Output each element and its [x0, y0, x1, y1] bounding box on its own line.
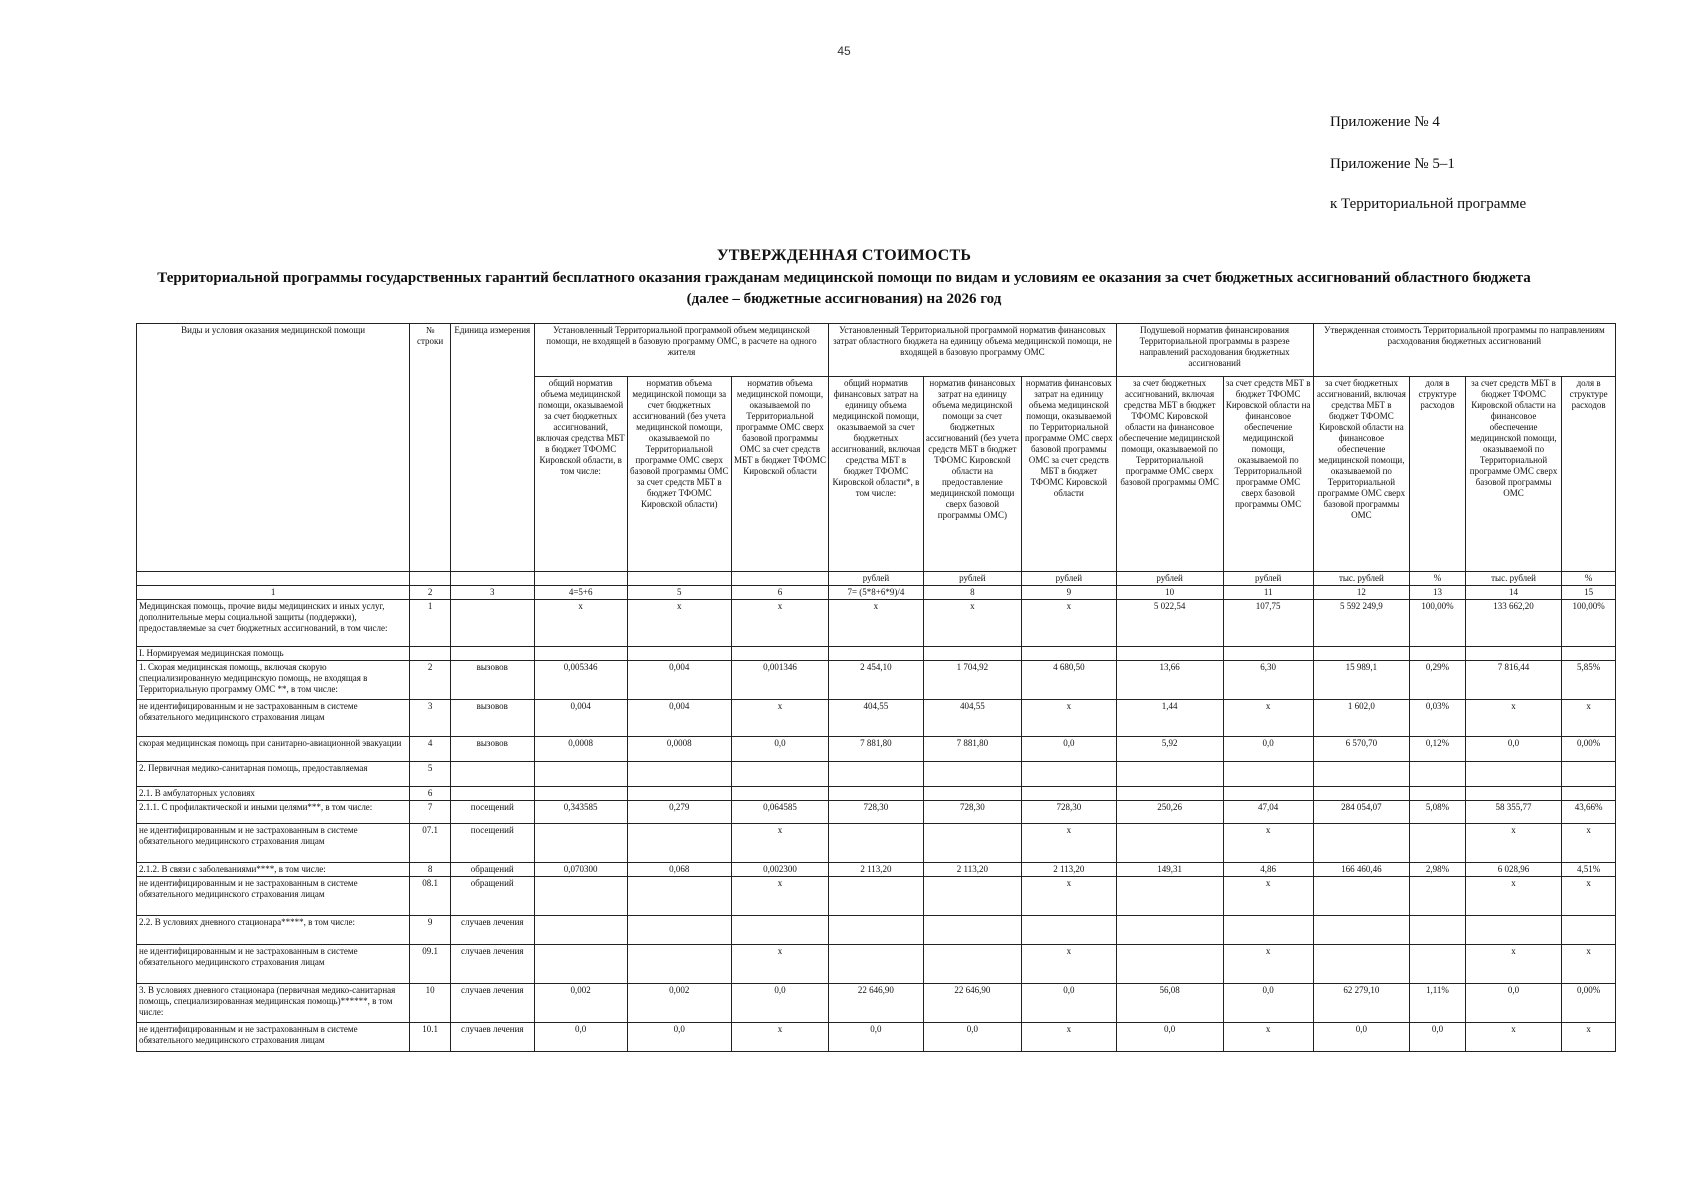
table-row: [137, 700, 1616, 737]
table-row-cell-11: 4,86: [1223, 863, 1313, 877]
table-row-cell-7: 404,55: [829, 700, 923, 737]
table-row-cell-12: [1313, 647, 1409, 661]
table-row-cell-15: x: [1562, 945, 1616, 984]
table-row-cell-10: [1116, 916, 1223, 945]
table-row-cell-2: 07.1: [410, 824, 451, 863]
table-row-cell-8: 404,55: [923, 700, 1022, 737]
number-row-cell-7: 7= (5*8+6*9)/4: [829, 586, 923, 600]
table-row-cell-11: x: [1223, 945, 1313, 984]
table-row-cell-3: посещений: [450, 824, 534, 863]
table-row-cell-13: [1410, 762, 1466, 787]
table-row-cell-6: 0,064585: [731, 801, 829, 824]
table-row-cell-14: 133 662,20: [1465, 600, 1561, 647]
table-row-cell-15: x: [1562, 700, 1616, 737]
table-row-cell-10: [1116, 945, 1223, 984]
table-row-cell-6: 0,0: [731, 737, 829, 762]
table-row-cell-13: [1410, 916, 1466, 945]
units-row-cell-5: [627, 572, 731, 586]
table-row-cell-1: Медицинская помощь, прочие виды медицинских и иных услуг, дополнительные меры социальной защиты (поддержки), предоставляемые за счет бюджетных ассигнований, в том числе:: [137, 600, 410, 647]
table-row-cell-3: случаев лечения: [450, 916, 534, 945]
table-row-cell-7: [829, 647, 923, 661]
table-row-cell-12: [1313, 877, 1409, 916]
table-row-cell-2: 8: [410, 863, 451, 877]
table-row-cell-7: 2 454,10: [829, 661, 923, 700]
table-row-cell-5: 0,0008: [627, 737, 731, 762]
number-row-cell-13: 13: [1410, 586, 1466, 600]
table-row-cell-7: 0,0: [829, 1023, 923, 1052]
units-row-cell-7: рублей: [829, 572, 923, 586]
table-row-cell-11: 0,0: [1223, 984, 1313, 1023]
header-col-6: норматив объема медицинской помощи, оказываемой по Территориальной программе ОМС сверх базовой программы ОМС за счет средств МБТ в бюджет ТФОМС Кировской области: [731, 377, 829, 572]
table-row-cell-9: x: [1022, 877, 1116, 916]
table-row-cell-13: 0,29%: [1410, 661, 1466, 700]
table-row-cell-9: x: [1022, 700, 1116, 737]
table-row-cell-15: 0,00%: [1562, 737, 1616, 762]
table-row-cell-5: x: [627, 600, 731, 647]
units-row-cell-11: рублей: [1223, 572, 1313, 586]
table-row-cell-2: 10: [410, 984, 451, 1023]
table-row-cell-6: x: [731, 945, 829, 984]
units-row-cell-6: [731, 572, 829, 586]
table-row: [137, 647, 1616, 661]
table-row-cell-9: 0,0: [1022, 737, 1116, 762]
appendix-line-2: Приложение № 5–1: [1330, 156, 1455, 172]
table-row-cell-13: [1410, 647, 1466, 661]
units-row-cell-8: рублей: [923, 572, 1022, 586]
number-row: [137, 586, 1616, 600]
table-row-cell-6: 0,0: [731, 984, 829, 1023]
table-row-cell-15: [1562, 762, 1616, 787]
document-subtitle: Территориальной программы государственных гарантий бесплатного оказания гражданам медицинской помощи по видам и условиям ее оказания за счет бюджетных ассигнований областного бюджета (далее – бюджетные ассигнования) на 2026 год: [157, 270, 1531, 307]
table-row-cell-15: x: [1562, 824, 1616, 863]
table-row-cell-5: [627, 762, 731, 787]
table-row-cell-9: 0,0: [1022, 984, 1116, 1023]
table-row: [137, 863, 1616, 877]
units-row-cell-3: [450, 572, 534, 586]
table-row-cell-7: [829, 762, 923, 787]
table-row-cell-14: x: [1465, 945, 1561, 984]
units-row-cell-12: тыс. рублей: [1313, 572, 1409, 586]
table-row-cell-3: [450, 787, 534, 801]
table-row-cell-15: 5,85%: [1562, 661, 1616, 700]
number-row-cell-10: 10: [1116, 586, 1223, 600]
table-row: [137, 945, 1616, 984]
table-row-cell-7: 7 881,80: [829, 737, 923, 762]
table-row-cell-4: 0,002: [534, 984, 627, 1023]
table-row-cell-3: случаев лечения: [450, 1023, 534, 1052]
table-row-cell-1: 3. В условиях дневного стационара (первичная медико-санитарная помощь, специализированная медицинская помощь)******, в том числе:: [137, 984, 410, 1023]
table-row: [137, 787, 1616, 801]
header-row-groups: [137, 324, 1616, 377]
table-row-cell-2: 6: [410, 787, 451, 801]
units-row-cell-15: %: [1562, 572, 1616, 586]
table-row-cell-2: 9: [410, 916, 451, 945]
units-row-cell-10: рублей: [1116, 572, 1223, 586]
table-row-cell-8: [923, 945, 1022, 984]
table-row-cell-8: 0,0: [923, 1023, 1022, 1052]
table-row-cell-7: [829, 945, 923, 984]
table-row-cell-6: [731, 787, 829, 801]
table-row-cell-13: [1410, 877, 1466, 916]
table-row-cell-8: x: [923, 600, 1022, 647]
table-row-cell-11: 47,04: [1223, 801, 1313, 824]
table-row-cell-6: x: [731, 700, 829, 737]
number-row-cell-12: 12: [1313, 586, 1409, 600]
table-row-cell-12: 15 989,1: [1313, 661, 1409, 700]
number-row-cell-9: 9: [1022, 586, 1116, 600]
table-row-cell-6: x: [731, 600, 829, 647]
table-row-cell-3: обращений: [450, 877, 534, 916]
table-row-cell-10: 250,26: [1116, 801, 1223, 824]
table-row-cell-1: 2.2. В условиях дневного стационара*****, в том числе:: [137, 916, 410, 945]
table-row-cell-15: 100,00%: [1562, 600, 1616, 647]
table-row-cell-12: 62 279,10: [1313, 984, 1409, 1023]
appendix-line-3: к Территориальной программе: [1330, 196, 1527, 212]
table-row-cell-13: 5,08%: [1410, 801, 1466, 824]
table-row: [137, 877, 1616, 916]
table-row-cell-10: 5,92: [1116, 737, 1223, 762]
table-row-cell-5: 0,004: [627, 661, 731, 700]
table-row-cell-15: [1562, 787, 1616, 801]
header-kind: Виды и условия оказания медицинской помощи: [137, 324, 410, 572]
table-row-cell-8: [923, 824, 1022, 863]
table-row-cell-8: 728,30: [923, 801, 1022, 824]
units-row-cell-9: рублей: [1022, 572, 1116, 586]
table-row: [137, 1023, 1616, 1052]
table-row-cell-7: x: [829, 600, 923, 647]
table-row-cell-4: 0,0008: [534, 737, 627, 762]
table-row-cell-5: 0,0: [627, 1023, 731, 1052]
header-col-13: доля в структуре расходов: [1410, 377, 1466, 572]
table-row-cell-5: [627, 787, 731, 801]
table-row-cell-13: 0,12%: [1410, 737, 1466, 762]
table-row: [137, 661, 1616, 700]
appendix-line-1: Приложение № 4: [1330, 114, 1440, 130]
table-row-cell-1: не идентифицированным и не застрахованным в системе обязательного медицинского страхования лицам: [137, 824, 410, 863]
table-row-cell-4: 0,005346: [534, 661, 627, 700]
table-row-cell-5: [627, 916, 731, 945]
table-row-cell-8: [923, 877, 1022, 916]
table-row-cell-4: [534, 877, 627, 916]
table-row-cell-6: 0,002300: [731, 863, 829, 877]
table-row-cell-15: [1562, 916, 1616, 945]
table-row-cell-3: случаев лечения: [450, 945, 534, 984]
table-row-cell-4: 0,070300: [534, 863, 627, 877]
table-row-cell-6: [731, 762, 829, 787]
number-row-cell-15: 15: [1562, 586, 1616, 600]
number-row-cell-5: 5: [627, 586, 731, 600]
table-row-cell-3: обращений: [450, 863, 534, 877]
table-row-cell-10: 5 022,54: [1116, 600, 1223, 647]
table-row-cell-14: [1465, 916, 1561, 945]
number-row-cell-6: 6: [731, 586, 829, 600]
table-row-cell-15: 4,51%: [1562, 863, 1616, 877]
table-row-cell-9: [1022, 647, 1116, 661]
table-row-cell-1: не идентифицированным и не застрахованным в системе обязательного медицинского страхования лицам: [137, 1023, 410, 1052]
table-row-cell-14: 0,0: [1465, 984, 1561, 1023]
table-row-cell-12: 0,0: [1313, 1023, 1409, 1052]
table-row-cell-9: x: [1022, 824, 1116, 863]
table-row-cell-12: [1313, 762, 1409, 787]
table-row-cell-7: [829, 787, 923, 801]
table-row-cell-9: x: [1022, 945, 1116, 984]
header-col-12: за счет бюджетных ассигнований, включая средства МБТ в бюджет ТФОМС Кировской области на финансовое обеспечение медицинской помощи, оказываемой по Территориальной программе ОМС сверх базовой программы ОМС: [1313, 377, 1409, 572]
units-row-cell-4: [534, 572, 627, 586]
number-row-cell-8: 8: [923, 586, 1022, 600]
table-row-cell-12: 284 054,07: [1313, 801, 1409, 824]
table-row-cell-14: 0,0: [1465, 737, 1561, 762]
table-row-cell-2: 5: [410, 762, 451, 787]
table-row-cell-11: [1223, 647, 1313, 661]
units-row-cell-1: [137, 572, 410, 586]
table-row-cell-8: [923, 762, 1022, 787]
table-row-cell-14: x: [1465, 700, 1561, 737]
page-number: 45: [837, 44, 851, 58]
table-row-cell-7: 22 646,90: [829, 984, 923, 1023]
table-row-cell-10: [1116, 647, 1223, 661]
table-row-cell-15: [1562, 647, 1616, 661]
number-row-cell-11: 11: [1223, 586, 1313, 600]
table-row-cell-8: 1 704,92: [923, 661, 1022, 700]
units-row-cell-13: %: [1410, 572, 1466, 586]
table-row-cell-2: 2: [410, 661, 451, 700]
table-row-cell-4: [534, 647, 627, 661]
table-row-cell-3: [450, 647, 534, 661]
table-row-cell-2: 7: [410, 801, 451, 824]
table-row-cell-7: [829, 824, 923, 863]
table-row-cell-13: [1410, 945, 1466, 984]
table-row-cell-12: [1313, 916, 1409, 945]
table-row-cell-5: 0,068: [627, 863, 731, 877]
table-row-cell-1: 2.1. В амбулаторных условиях: [137, 787, 410, 801]
table-row-cell-2: 08.1: [410, 877, 451, 916]
table-row-cell-12: [1313, 945, 1409, 984]
table-row-cell-2: 1: [410, 600, 451, 647]
table-row-cell-14: [1465, 647, 1561, 661]
table-row-cell-3: посещений: [450, 801, 534, 824]
table-row-cell-6: [731, 647, 829, 661]
table-row-cell-5: [627, 877, 731, 916]
table-row-cell-14: [1465, 762, 1561, 787]
header-col-14: за счет средств МБТ в бюджет ТФОМС Кировской области на финансовое обеспечение медицинской помощи, оказываемой по Территориальной программе ОМС сверх базовой программы ОМС: [1465, 377, 1561, 572]
table-row: [137, 824, 1616, 863]
table-row-cell-11: [1223, 787, 1313, 801]
table-row-cell-8: [923, 647, 1022, 661]
table-row-cell-4: x: [534, 600, 627, 647]
table-row-cell-4: 0,343585: [534, 801, 627, 824]
table-row-cell-10: 56,08: [1116, 984, 1223, 1023]
table-row-cell-8: 7 881,80: [923, 737, 1022, 762]
table-row-cell-2: 09.1: [410, 945, 451, 984]
table-row-cell-1: I. Нормируемая медицинская помощь: [137, 647, 410, 661]
number-row-cell-4: 4=5+6: [534, 586, 627, 600]
table-row-cell-8: [923, 787, 1022, 801]
header-col-10: за счет бюджетных ассигнований, включая средства МБТ в бюджет ТФОМС Кировской области на финансовое обеспечение медицинской помощи, оказываемой по Территориальной программе ОМС сверх базовой программы ОМС: [1116, 377, 1223, 572]
header-col-7: общий норматив финансовых затрат на единицу объема медицинской помощи, оказываемой за счет бюджетных ассигнований, включая средства МБТ в бюджет ТФОМС Кировской области*, в том числе:: [829, 377, 923, 572]
table-row-cell-12: 166 460,46: [1313, 863, 1409, 877]
number-row-cell-3: 3: [450, 586, 534, 600]
table-row-cell-10: 0,0: [1116, 1023, 1223, 1052]
table-row-cell-10: [1116, 787, 1223, 801]
table-row-cell-15: 43,66%: [1562, 801, 1616, 824]
number-row-cell-2: 2: [410, 586, 451, 600]
table-row-cell-5: [627, 945, 731, 984]
table-row: [137, 984, 1616, 1023]
table-row-cell-10: 1,44: [1116, 700, 1223, 737]
header-col-11: за счет средств МБТ в бюджет ТФОМС Кировской области на финансовое обеспечение медицинской помощи, оказываемой по Территориальной программе ОМС сверх базовой программы ОМС: [1223, 377, 1313, 572]
table-row-cell-3: случаев лечения: [450, 984, 534, 1023]
table-row-cell-11: 0,0: [1223, 737, 1313, 762]
table-row-cell-9: 728,30: [1022, 801, 1116, 824]
table-row-cell-13: 0,03%: [1410, 700, 1466, 737]
table-row-cell-8: 22 646,90: [923, 984, 1022, 1023]
table-row-cell-14: x: [1465, 877, 1561, 916]
table-row-cell-5: 0,002: [627, 984, 731, 1023]
header-col-4: общий норматив объема медицинской помощи, оказываемой за счет бюджетных ассигнований, включая средства МБТ в бюджет ТФОМС Кировской области, в том числе:: [534, 377, 627, 572]
table-row: [137, 737, 1616, 762]
table-row-cell-13: [1410, 787, 1466, 801]
table-row-cell-11: [1223, 762, 1313, 787]
units-row-cell-2: [410, 572, 451, 586]
table-row-cell-11: [1223, 916, 1313, 945]
table-row-cell-5: 0,279: [627, 801, 731, 824]
number-row-cell-14: 14: [1465, 586, 1561, 600]
table-row-cell-10: 149,31: [1116, 863, 1223, 877]
table-row-cell-13: 100,00%: [1410, 600, 1466, 647]
table-row-cell-12: 1 602,0: [1313, 700, 1409, 737]
table-row-cell-11: x: [1223, 1023, 1313, 1052]
table-row-cell-9: 2 113,20: [1022, 863, 1116, 877]
table-row-cell-2: 10.1: [410, 1023, 451, 1052]
table-row-cell-4: [534, 916, 627, 945]
table-row-cell-2: 3: [410, 700, 451, 737]
table-row-cell-1: 2. Первичная медико-санитарная помощь, предоставляемая: [137, 762, 410, 787]
header-group-percapita: Подушевой норматив финансирования Территориальной программы в разрезе направлений расходования бюджетных ассигнований: [1116, 324, 1313, 377]
table-row-cell-6: [731, 916, 829, 945]
table-row-cell-2: [410, 647, 451, 661]
table-row-cell-3: [450, 762, 534, 787]
header-group-cost: Утвержденная стоимость Территориальной программы по направлениям расходования бюджетных ассигнований: [1313, 324, 1615, 377]
table-row-cell-4: [534, 824, 627, 863]
table-row-cell-7: 728,30: [829, 801, 923, 824]
table-row-cell-10: [1116, 877, 1223, 916]
table-row-cell-12: 6 570,70: [1313, 737, 1409, 762]
table-row-cell-12: [1313, 787, 1409, 801]
table-row-cell-13: [1410, 824, 1466, 863]
table-row-cell-12: [1313, 824, 1409, 863]
table-row-cell-3: вызовов: [450, 700, 534, 737]
table-row-cell-9: x: [1022, 1023, 1116, 1052]
table-row-cell-11: 6,30: [1223, 661, 1313, 700]
table-row-cell-7: [829, 877, 923, 916]
table-row-cell-9: [1022, 787, 1116, 801]
table-row-cell-1: не идентифицированным и не застрахованным в системе обязательного медицинского страхования лицам: [137, 877, 410, 916]
table-row-cell-5: [627, 824, 731, 863]
table-row-cell-15: x: [1562, 1023, 1616, 1052]
table-row-cell-9: 4 680,50: [1022, 661, 1116, 700]
table-row-cell-4: 0,004: [534, 700, 627, 737]
table-row-cell-6: x: [731, 824, 829, 863]
table-row-cell-6: 0,001346: [731, 661, 829, 700]
table-row-cell-1: 1. Скорая медицинская помощь, включая скорую специализированную медицинскую помощь, не входящая в Территориальную программу ОМС **, в том числе:: [137, 661, 410, 700]
table-row-cell-9: x: [1022, 600, 1116, 647]
table-row-cell-6: x: [731, 877, 829, 916]
table-row-cell-6: x: [731, 1023, 829, 1052]
table-row-cell-14: [1465, 787, 1561, 801]
table-row-cell-3: вызовов: [450, 737, 534, 762]
table-row-cell-11: x: [1223, 877, 1313, 916]
table-row-cell-1: 2.1.1. С профилактической и иными целями***, в том числе:: [137, 801, 410, 824]
table-row-cell-14: x: [1465, 824, 1561, 863]
table-row-cell-14: x: [1465, 1023, 1561, 1052]
table-row-cell-5: [627, 647, 731, 661]
header-col-9: норматив финансовых затрат на единицу объема медицинской помощи, оказываемой по Территориальной программе ОМС сверх базовой программы ОМС за счет средств МБТ в бюджет ТФОМС Кировской области: [1022, 377, 1116, 572]
table-row-cell-15: x: [1562, 877, 1616, 916]
header-group-volume: Установленный Территориальной программой объем медицинской помощи, не входящей в базовую программу ОМС, в расчете на одного жителя: [534, 324, 829, 377]
document-title: УТВЕРЖДЕННАЯ СТОИМОСТЬ: [716, 247, 972, 264]
units-row: [137, 572, 1616, 586]
table-row-cell-4: [534, 787, 627, 801]
table-row-cell-4: [534, 762, 627, 787]
table-row-cell-4: 0,0: [534, 1023, 627, 1052]
table-row-cell-13: 0,0: [1410, 1023, 1466, 1052]
table-row-cell-1: не идентифицированным и не застрахованным в системе обязательного медицинского страхования лицам: [137, 700, 410, 737]
table-row-cell-8: 2 113,20: [923, 863, 1022, 877]
header-col-15: доля в структуре расходов: [1562, 377, 1616, 572]
table-row-cell-14: 7 816,44: [1465, 661, 1561, 700]
units-row-cell-14: тыс. рублей: [1465, 572, 1561, 586]
cost-table: [136, 323, 1616, 1052]
table-row-cell-7: [829, 916, 923, 945]
table-row-cell-10: 13,66: [1116, 661, 1223, 700]
header-unit: Единица измерения: [450, 324, 534, 572]
table-row-cell-1: не идентифицированным и не застрахованным в системе обязательного медицинского страхования лицам: [137, 945, 410, 984]
number-row-cell-1: 1: [137, 586, 410, 600]
header-col-8: норматив финансовых затрат на единицу объема медицинской помощи за счет бюджетных ассигнований (без учета средств МБТ в бюджет ТФОМС Кировской области на предоставление медицинской помощи сверх базовой программы ОМС): [923, 377, 1022, 572]
table-row-cell-1: скорая медицинская помощь при санитарно-авиационной эвакуации: [137, 737, 410, 762]
header-row-number: № строки: [410, 324, 451, 572]
table-row-cell-2: 4: [410, 737, 451, 762]
table-row: [137, 916, 1616, 945]
header-group-norm: Установленный Территориальной программой норматив финансовых затрат областного бюджета на единицу объема медицинской помощи, не входящей в базовую программу ОМС: [829, 324, 1116, 377]
table-row-cell-12: 5 592 249,9: [1313, 600, 1409, 647]
table-row: [137, 801, 1616, 824]
table-row-cell-5: 0,004: [627, 700, 731, 737]
table-row-cell-13: 1,11%: [1410, 984, 1466, 1023]
table-row-cell-3: [450, 600, 534, 647]
table-row: [137, 600, 1616, 647]
table-row: [137, 762, 1616, 787]
table-row-cell-10: [1116, 762, 1223, 787]
table-row-cell-9: [1022, 916, 1116, 945]
table-row-cell-15: 0,00%: [1562, 984, 1616, 1023]
table-row-cell-1: 2.1.2. В связи с заболеваниями****, в том числе:: [137, 863, 410, 877]
table-row-cell-11: x: [1223, 824, 1313, 863]
table-row-cell-11: x: [1223, 700, 1313, 737]
table-row-cell-9: [1022, 762, 1116, 787]
table-row-cell-14: 6 028,96: [1465, 863, 1561, 877]
table-row-cell-8: [923, 916, 1022, 945]
table-row-cell-11: 107,75: [1223, 600, 1313, 647]
table-row-cell-7: 2 113,20: [829, 863, 923, 877]
table-row-cell-10: [1116, 824, 1223, 863]
header-col-5: норматив объема медицинской помощи за счет бюджетных ассигнований (без учета медицинской помощи, оказываемой по Территориальной программе ОМС сверх базовой программы ОМС за счет средств МБТ в бюджет ТФОМС Кировской области): [627, 377, 731, 572]
table-row-cell-3: вызовов: [450, 661, 534, 700]
table-row-cell-4: [534, 945, 627, 984]
table-row-cell-14: 58 355,77: [1465, 801, 1561, 824]
table-row-cell-13: 2,98%: [1410, 863, 1466, 877]
